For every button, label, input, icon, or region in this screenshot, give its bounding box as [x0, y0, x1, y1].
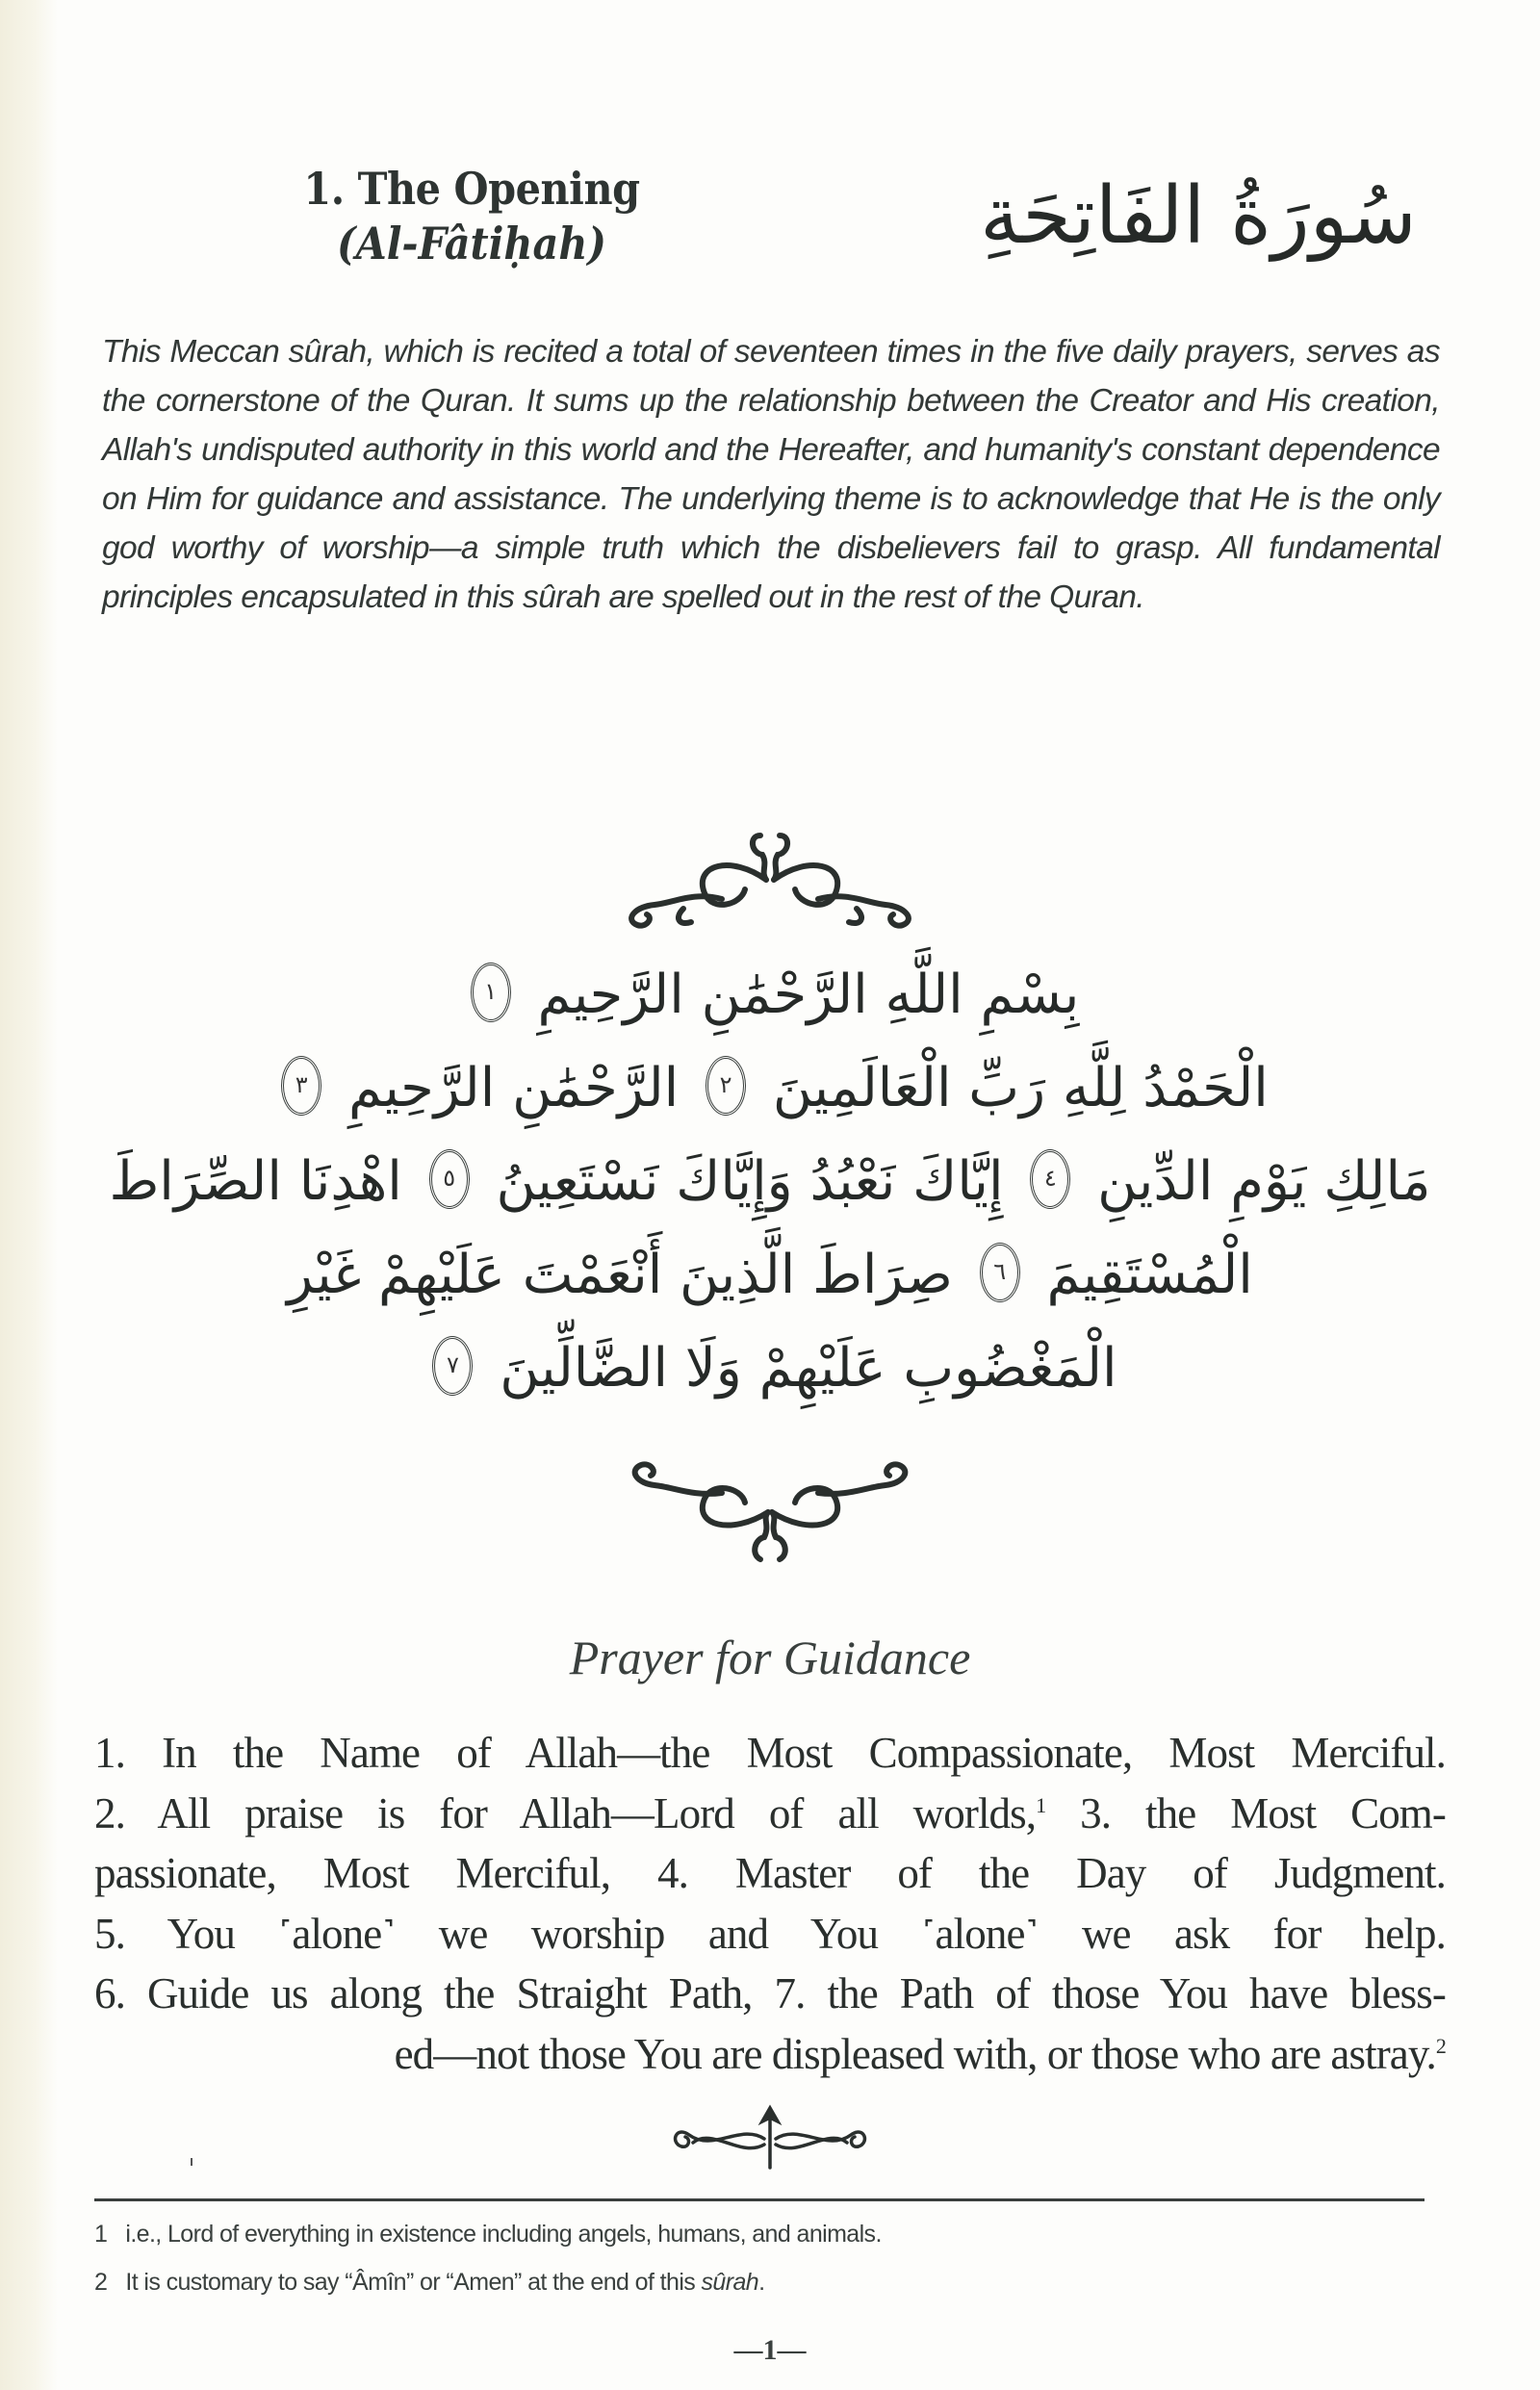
ayah-number-marker: ٧: [432, 1336, 473, 1396]
chapter-title-arabic: سُورَةُ الفَاتِحَةِ: [980, 170, 1417, 262]
translation-line: 6. Guide us along the Straight Path, 7. the Path of those You have bless-: [94, 1969, 1446, 2017]
footnote-text: .: [758, 2269, 765, 2296]
print-mark: [191, 2158, 192, 2166]
footnote-text: It is customary to say “Âmîn” or “Amen” at the end of this: [125, 2269, 702, 2296]
footnote-text: i.e., Lord of everything in existence including angels, humans, and animals.: [125, 2221, 882, 2248]
ayah-number-marker: ٢: [706, 1056, 746, 1116]
footnote-1: [94, 2210, 1442, 2258]
arabic-verse-line: [106, 1135, 1434, 1228]
floral-ornament-icon: [616, 826, 924, 932]
arabic-verse-line: [106, 1322, 1434, 1415]
chapter-transliteration: (Al-Fâtiḥah): [336, 218, 607, 270]
arabic-verse-line: [106, 948, 1434, 1041]
ayah-number-marker: ١: [471, 963, 511, 1022]
arabic-verse-text: مَالِكِ يَوْمِ الدِّينِ: [1097, 1150, 1431, 1213]
footnote-number: 2: [94, 2269, 108, 2296]
footnotes: [94, 2210, 1442, 2306]
chapter-heading: [250, 162, 693, 271]
arabic-verse-text: إِيَّاكَ نَعْبُدُ وَإِيَّاكَ نَسْتَعِينُ: [496, 1150, 1004, 1213]
flourish-divider-icon: [664, 2104, 876, 2172]
ayah-number-marker: ٥: [429, 1149, 470, 1209]
footnote-ref[interactable]: 1: [1036, 1792, 1046, 1817]
page-number: —1—: [733, 2334, 807, 2366]
arabic-verse-text: صِرَاطَ الَّذِينَ أَنْعَمْتَ عَلَيْهِمْ غَيْرِ: [287, 1244, 953, 1306]
arabic-verse-text: اهْدِنَا الصِّرَاطَ: [109, 1150, 402, 1213]
arabic-verse-text: بِسْمِ اللَّهِ الرَّحْمَٰنِ الرَّحِيمِ: [537, 964, 1080, 1026]
arabic-verse-text: الرَّحْمَٰنِ الرَّحِيمِ: [347, 1057, 680, 1119]
arabic-verse-line: [106, 1228, 1434, 1322]
section-title: Prayer for Guidance: [569, 1631, 971, 1684]
floral-ornament-icon: [626, 1458, 914, 1569]
translation-line: 5. You ˹alone˺ we worship and You ˹alone˺ we ask for help.: [94, 1909, 1446, 1958]
translation-line: [94, 1784, 1446, 1844]
arabic-verse-text: الْحَمْدُ لِلَّهِ رَبِّ الْعَالَمِينَ: [772, 1057, 1269, 1119]
footnote-text-italic: sûrah: [701, 2269, 759, 2296]
arabic-verses: [106, 948, 1434, 1415]
translation-text: 3. the Most Com-: [1080, 1788, 1446, 1837]
translation-line: [94, 2024, 1446, 2085]
ayah-number-marker: ٣: [281, 1056, 321, 1116]
chapter-introduction: This Meccan sûrah, which is recited a total of seventeen times in the five daily prayers, serves as the cornerstone of the Quran. It sums up the relationship between the Creator and His creation, Allah's undisputed authority in this world and the Hereafter, and humanity's constant dependence on Him for guidance and assistance. The underlying theme is to acknowledge that He is the only god worthy of worship—a simple truth which the disbelievers fail to grasp. All fundamental principles encapsulated in this sûrah are spelled out in the rest of the Quran.: [102, 334, 1440, 615]
ayah-number-marker: ٤: [1030, 1149, 1070, 1209]
arabic-verse-line: [106, 1041, 1434, 1135]
arabic-verse-text: الْمَغْضُوبِ عَلَيْهِمْ وَلَا الضَّالِّينَ: [500, 1337, 1117, 1400]
footnote-separator: [94, 2198, 1424, 2201]
arabic-verse-text: الْمُسْتَقِيمَ: [1046, 1244, 1253, 1306]
footnote-2: [94, 2258, 1442, 2306]
translation-line: passionate, Most Merciful, 4. Master of the Day of Judgment.: [94, 1849, 1446, 1897]
chapter-title: 1. The Opening: [303, 163, 640, 215]
translation-line: 1. In the Name of Allah—the Most Compassionate, Most Merciful.: [94, 1729, 1446, 1777]
footnote-ref[interactable]: 2: [1435, 2033, 1446, 2058]
translation-text: ed—not those You are displeased with, or those who are astray.: [394, 2029, 1436, 2078]
translation-text: 2. All praise is for Allah—Lord of all worlds,: [94, 1788, 1037, 1837]
footnote-number: 1: [94, 2221, 108, 2248]
verse-translation: [94, 1723, 1446, 2084]
ayah-number-marker: ٦: [980, 1243, 1020, 1302]
